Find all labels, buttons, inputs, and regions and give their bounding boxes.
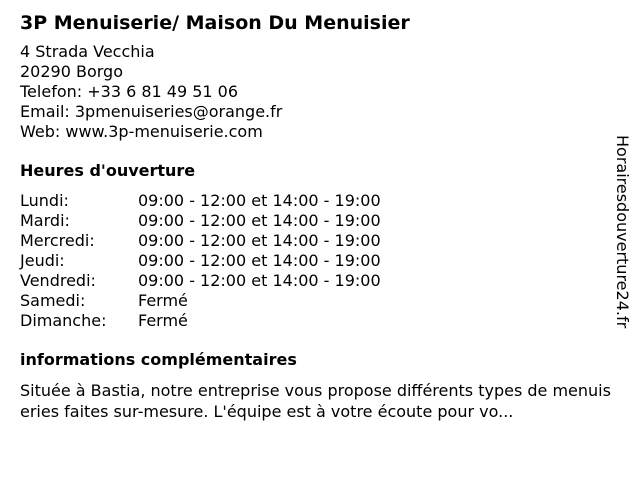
hours-row-samedi [20, 291, 620, 311]
hours-row-vendredi [20, 271, 620, 291]
hours-time: 09:00 - 12:00 et 14:00 - 19:00 [138, 211, 381, 230]
hours-day: Mardi: [20, 211, 70, 230]
email-line: Email: 3pmenuiseries@orange.fr [20, 102, 283, 121]
hours-row-mardi [20, 211, 620, 231]
phone-line: Telefon: +33 6 81 49 51 06 [20, 82, 239, 101]
info-heading: informations complémentaires [20, 350, 297, 369]
info-description: Située à Bastia, notre entreprise vous propose différents types de menuiseries faites sur-mesure. L'équipe est à votre écoute pour vo... [20, 381, 611, 421]
hours-heading: Heures d'ouverture [20, 161, 196, 180]
business-card [20, 10, 620, 422]
hours-row-mercredi [20, 231, 620, 251]
hours-day: Dimanche: [20, 311, 107, 330]
hours-day: Mercredi: [20, 231, 95, 250]
web-line: Web: www.3p-menuiserie.com [20, 122, 263, 141]
hours-time: 09:00 - 12:00 et 14:00 - 19:00 [138, 251, 381, 270]
address-street: 4 Strada Vecchia [20, 42, 155, 61]
business-name: 3P Menuiserie/ Maison Du Menuisier [20, 12, 410, 34]
hours-table [20, 191, 620, 331]
watermark-text: Horairesdouverture24.fr [613, 135, 632, 329]
hours-row-lundi [20, 191, 620, 211]
hours-time: 09:00 - 12:00 et 14:00 - 19:00 [138, 271, 381, 290]
hours-day: Lundi: [20, 191, 69, 210]
site-watermark [612, 135, 632, 345]
hours-day: Samedi: [20, 291, 86, 310]
hours-row-jeudi [20, 251, 620, 271]
hours-time: 09:00 - 12:00 et 14:00 - 19:00 [138, 231, 381, 250]
hours-day: Vendredi: [20, 271, 96, 290]
hours-time: 09:00 - 12:00 et 14:00 - 19:00 [138, 191, 381, 210]
hours-row-dimanche [20, 311, 620, 331]
address-city: 20290 Borgo [20, 62, 123, 81]
hours-time: Fermé [138, 311, 188, 330]
hours-day: Jeudi: [20, 251, 65, 270]
hours-time: Fermé [138, 291, 188, 310]
